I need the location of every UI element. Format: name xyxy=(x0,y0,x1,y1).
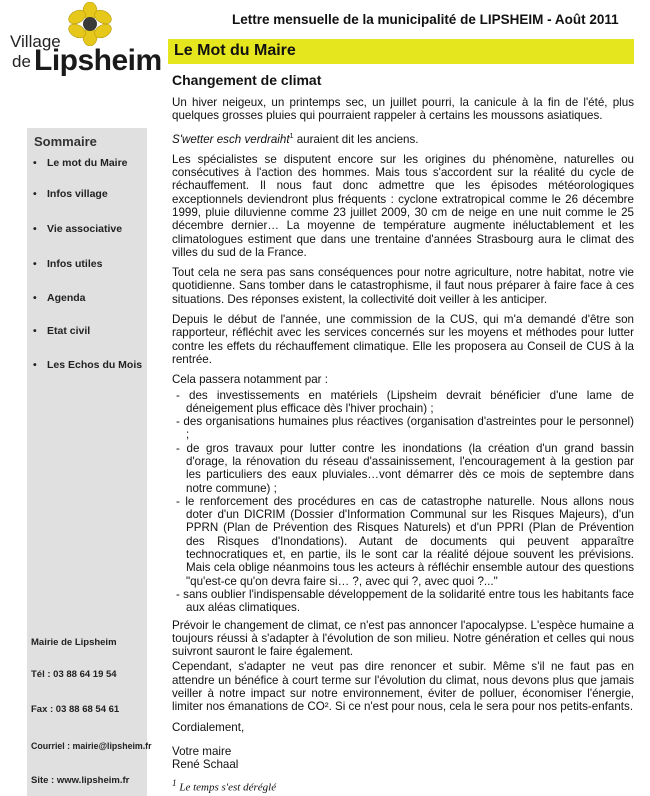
sommaire-item-echos-du-mois[interactable] xyxy=(33,359,142,371)
signature-name: René Schaal xyxy=(172,758,239,772)
article-quote-paragraph xyxy=(172,130,634,146)
bullet-icon: • xyxy=(33,292,37,304)
sommaire-sidebar xyxy=(27,128,152,796)
contact-fax: Fax : 03 88 68 54 61 xyxy=(31,704,120,715)
sommaire-item-mot-du-maire[interactable] xyxy=(33,157,128,169)
article-paragraph: Cependant, s'adapter ne veut pas dire renoncer et subir. Même s'il ne faut pas en attendre un bénéfice à court terme sur l'évolution du climat, nous devons plus que jamais veiller à notre impact sur notre environnement, éviter de polluer, économiser l'énergie, limiter nos émanations de CO². Si ce n'est pour nous, cela le sera pour nos petits-enfants. xyxy=(172,660,634,714)
bullet-icon: • xyxy=(33,223,37,235)
sommaire-item-label: Les Echos du Mois xyxy=(47,359,143,371)
sommaire-item-infos-utiles[interactable] xyxy=(33,258,102,270)
newsletter-masthead: Lettre mensuelle de la municipalité de LIPSHEIM - Août 2011 xyxy=(232,12,619,27)
sommaire-item-label: Etat civil xyxy=(47,325,91,337)
article-paragraph: Tout cela ne sera pas sans conséquences pour notre agriculture, notre habitat, notre vie quotidienne. Sans tomber dans le catastrophisme, il faut nous préparer à faire face à ces situations. Des réponses existent, la collectivité doit veiller à les anticiper. xyxy=(172,266,634,306)
closing: Cordialement, xyxy=(172,720,245,734)
measures-list xyxy=(172,389,634,615)
sommaire-item-label: Infos utiles xyxy=(47,258,103,270)
alsatian-quote: S'wetter esch verdraiht xyxy=(172,132,290,146)
footnote-text: Le temps s'est déréglé xyxy=(176,781,277,794)
list-item: - sans oublier l'indispensable développement de la solidarité entre tous les habitants face aux aléas climatiques. xyxy=(176,587,634,615)
sommaire-item-label: Vie associative xyxy=(47,223,123,235)
sommaire-item-infos-village[interactable] xyxy=(33,188,108,200)
contact-email-link[interactable]: Courriel : mairie@lipsheim.fr xyxy=(31,741,152,751)
footnote-number: 1 xyxy=(172,778,177,788)
article-paragraph: Depuis le début de l'année, une commission de la CUS, qui m'a demandé d'être son rapporteur, réfléchit avec les services concernés sur les moyens et méthodes pour lutter contre les effets du réchauffement climatique. Elle les proposera au Conseil de CUS à la rentrée. xyxy=(172,313,634,366)
article-paragraph: Prévoir le changement de climat, ce n'est pas annoncer l'apocalypse. L'espèce humaine a toujours réussi à s'adapter à l'évolution de son milieu. Notre génération et celles qui nous suivront sauront le faire également. xyxy=(172,618,634,659)
bullet-icon: • xyxy=(33,188,37,200)
sommaire-item-vie-associative[interactable] xyxy=(33,223,122,235)
sommaire-item-label: Infos village xyxy=(47,188,108,200)
bullet-icon: • xyxy=(33,325,37,337)
sommaire-item-agenda[interactable] xyxy=(33,292,86,304)
logo-village-text: Village xyxy=(10,32,61,51)
list-item: - de gros travaux pour lutter contre les inondations (la création d'un grand bassin d'orage, la rénovation du réseau d'assainissement, l'encouragement à la gestion par les particuliers des eaux pluviales…vont démarrer dès ce mois de septembre dans notre commune) ; xyxy=(176,441,634,495)
contact-site-link[interactable]: Site : www.lipsheim.fr xyxy=(31,775,130,786)
sommaire-item-label: Agenda xyxy=(47,292,86,304)
quote-rest: auraient dit les anciens. xyxy=(293,132,419,146)
bullet-icon: • xyxy=(33,157,37,169)
sommaire-title: Sommaire xyxy=(34,134,97,149)
article-paragraph: Un hiver neigeux, un printemps sec, un juillet pourri, la canicule à la fin de l'été, plus quelques grosses pluies qui pourraient rappeler à certains les moussons asiatiques. xyxy=(172,96,634,123)
section-title: Le Mot du Maire xyxy=(174,42,296,59)
village-logo xyxy=(4,2,164,84)
list-item: - des organisations humaines plus réactives (organisation d'astreintes pour le personnel) ; xyxy=(176,415,634,442)
sommaire-item-etat-civil[interactable] xyxy=(33,325,90,337)
signature-title: Votre maire xyxy=(172,744,232,758)
logo-de-text: de xyxy=(12,52,31,71)
footnote-ref: 1 xyxy=(289,132,294,140)
article-body xyxy=(172,96,634,774)
section-title-bar xyxy=(168,39,634,64)
bullet-icon: • xyxy=(33,258,37,270)
list-item: - des investissements en matériels (Lipsheim devrait bénéficier d'une lame de déneigement plus efficace dès l'hiver prochain) ; xyxy=(176,388,634,415)
article-paragraph: Cela passera notamment par : xyxy=(172,373,328,387)
flower-icon xyxy=(60,2,120,46)
list-item: - le renforcement des procédures en cas de catastrophe naturelle. Nous allons nous doter d'un DICRIM (Dossier d'Information Communal sur les Risques Majeurs), d'un PPRN (Plan de Prévention des Risques Naturels) et d'un PPRI (Plan de Prévention des Risques d'Inondations). Autant de documents qui peuvent apparaître technocratiques et, en partie, ils le sont car la réalité déjoue souvent les prévisions. Mais cela oblige néanmoins tous les acteurs à réfléchir ensemble autour des questions "qu'est-ce qu'on devra faire si… ?, avec qui ?, avec quoi ?..." xyxy=(176,494,634,588)
footnote xyxy=(172,778,276,794)
article-paragraph: Les spécialistes se disputent encore sur les origines du phénomène, naturelles ou consécutives à l'action des hommes. Mais tous s'accordent sur la réalité du cycle de réchauffement. Il nous faut donc admettre que les épisodes météorologiques exceptionnels deviendront plus fréquents : cyclone extratropical comme le 26 décembre 1999, pluie diluvienne comme 23 juillet 2009, 30 cm de neige en une nuit comme le 25 décembre dernier… La moyenne de température augmente inéluctablement et les climatologues estiment que dans une trentaine d'années Strasbourg aura le climat des villes du sud de la France. xyxy=(172,152,634,259)
contact-tel: Tél : 03 88 64 19 54 xyxy=(31,669,117,680)
logo-name-text: Lipsheim xyxy=(34,44,162,77)
bullet-icon: • xyxy=(33,359,37,371)
article-subtitle: Changement de climat xyxy=(172,72,322,88)
contact-name: Mairie de Lipsheim xyxy=(31,637,117,648)
sommaire-item-label: Le mot du Maire xyxy=(47,157,128,169)
